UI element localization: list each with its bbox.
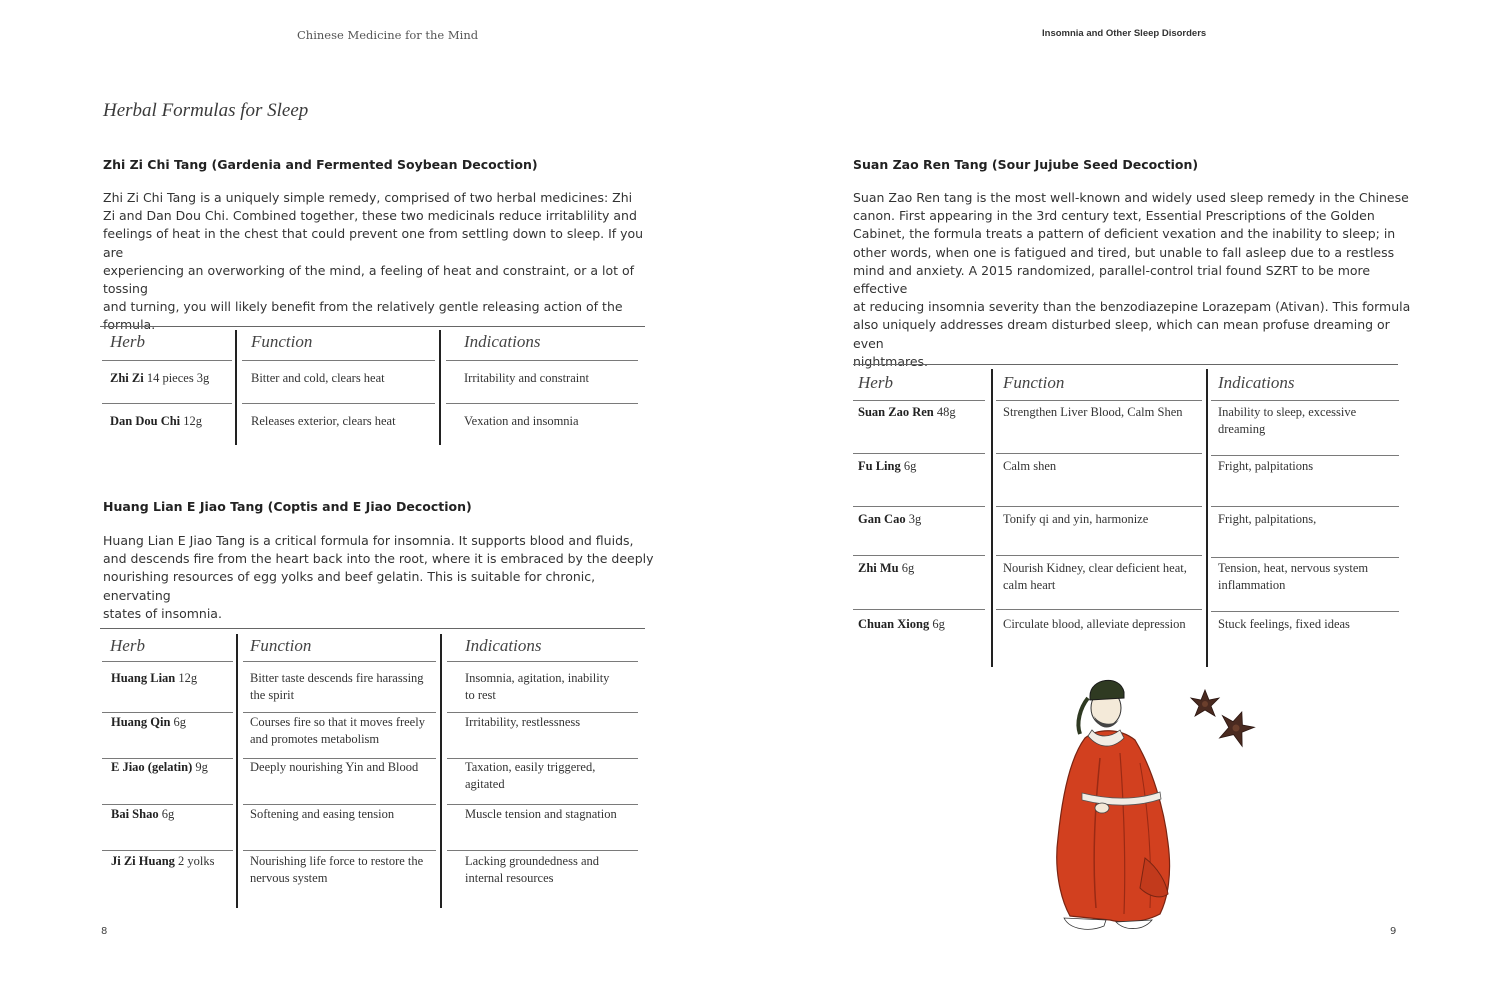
table-cell-herb: Huang Lian 12g (111, 671, 198, 685)
table-cell-indications: Fright, palpitations (1218, 459, 1314, 473)
section-title: Herbal Formulas for Sleep (103, 100, 309, 121)
column-divider (236, 634, 238, 908)
table-cell-indications: Lacking groundedness and internal resources (465, 854, 599, 885)
table-rule (100, 326, 645, 327)
table-cell-indications: Irritability, restlessness (465, 715, 581, 729)
para-line: Huang Lian E Jiao Tang is a critical formula for insomnia. It supports blood and fluids, (103, 533, 634, 548)
row-rule (853, 506, 985, 507)
para-line: Suan Zao Ren tang is the most well-known and widely used sleep remedy in the Chinese (853, 190, 1409, 205)
formula-description-huang-lian-e-jiao-tang (103, 532, 663, 623)
table-cell-herb: Suan Zao Ren 48g (858, 405, 956, 419)
row-rule (996, 400, 1202, 401)
row-rule (996, 453, 1202, 454)
table-cell-function: Nourishing life force to restore the nervous system (250, 854, 424, 885)
table-cell-indications: Muscle tension and stagnation (465, 807, 617, 821)
row-rule (853, 453, 985, 454)
row-rule (996, 555, 1202, 556)
para-line: Zi and Dan Dou Chi. Combined together, these two medicinals reduce irritablility and (103, 208, 637, 224)
table-cell-indications: Tension, heat, nervous system inflammation (1218, 561, 1369, 592)
column-divider (439, 330, 441, 445)
para-line: at reducing insomnia severity than the benzodiazepine Lorazepam (Ativan). This formula (853, 299, 1411, 315)
table-cell-herb: Gan Cao 3g (858, 512, 922, 526)
robed-scholar-illustration (1040, 668, 1290, 948)
column-divider (440, 634, 442, 908)
table-cell-function: Circulate blood, alleviate depression (1003, 617, 1186, 631)
table-cell-herb: Dan Dou Chi 12g (110, 414, 203, 428)
row-rule (447, 850, 638, 851)
row-rule (996, 506, 1202, 507)
table-cell-herb: Ji Zi Huang 2 yolks (111, 854, 215, 868)
running-head-left: Chinese Medicine for the Mind (297, 28, 479, 42)
herb-table-suan-zao-ren-tang (853, 364, 1401, 668)
right-page (750, 0, 1500, 987)
table-cell-herb: Zhi Zi 14 pieces 3g (110, 371, 210, 385)
column-header-function: Function (250, 636, 312, 655)
para-line: Cabinet, the formula treats a pattern of deficient vexation and the inability to sleep; in (853, 226, 1396, 242)
table-cell-function: Nourish Kidney, clear deficient heat, calm heart (1003, 561, 1187, 592)
row-rule (1211, 506, 1399, 507)
table-cell-indications: Vexation and insomnia (464, 414, 579, 428)
table-cell-herb: Bai Shao 6g (111, 807, 175, 821)
row-rule (1211, 400, 1399, 401)
column-header-function: Function (1003, 373, 1065, 392)
row-rule (446, 360, 638, 361)
table-rule (853, 364, 1398, 365)
column-header-indications: Indications (1218, 373, 1295, 392)
formula-description-zhi-zi-chi-tang (103, 189, 663, 335)
table-cell-indications: Inability to sleep, excessive dreaming (1218, 405, 1357, 436)
table-cell-function: Deeply nourishing Yin and Blood (250, 760, 419, 774)
table-rule (100, 628, 645, 629)
column-header-herb: Herb (110, 332, 145, 351)
table-cell-indications: Insomnia, agitation, inability to rest (465, 671, 610, 702)
page-number-left: 8 (101, 926, 108, 937)
star-anise-icon (1215, 706, 1258, 748)
formula-title-huang-lian-e-jiao-tang: Huang Lian E Jiao Tang (Coptis and E Jiao Decoction) (103, 499, 472, 514)
column-header-indications: Indications (465, 636, 542, 655)
column-header-herb: Herb (858, 373, 893, 392)
star-anise-icon (1191, 690, 1219, 716)
herb-table-huang-lian-e-jiao-tang (100, 628, 645, 910)
running-head-right: Insomnia and Other Sleep Disorders (1042, 28, 1207, 39)
hat (1090, 680, 1124, 700)
table-cell-function: Courses fire so that it moves freely and promotes metabolism (250, 715, 425, 746)
table-cell-herb: Zhi Mu 6g (858, 561, 915, 575)
table-cell-indications: Irritability and constraint (464, 371, 589, 385)
formula-title-suan-zao-ren-tang: Suan Zao Ren Tang (Sour Jujube Seed Decoction) (853, 157, 1199, 172)
row-rule (447, 712, 638, 713)
row-rule (1211, 455, 1399, 456)
row-rule (102, 850, 233, 851)
table-cell-herb: Chuan Xiong 6g (858, 617, 945, 631)
row-rule (102, 804, 233, 805)
column-header-function: Function (251, 332, 313, 351)
row-rule (243, 850, 436, 851)
table-cell-function: Tonify qi and yin, harmonize (1003, 512, 1149, 526)
row-rule (853, 555, 985, 556)
para-line: Zhi Zi Chi Tang is a uniquely simple remedy, comprised of two herbal medicines: Zhi (103, 190, 633, 205)
column-divider (991, 369, 993, 667)
para-line: canon. First appearing in the 3rd century text, Essential Prescriptions of the Golden (853, 208, 1375, 224)
para-line: nourishing resources of egg yolks and beef gelatin. This is suitable for chronic, enervating (103, 569, 596, 603)
table-cell-herb: Fu Ling 6g (858, 459, 917, 473)
row-rule (447, 661, 638, 662)
table-cell-herb: E Jiao (gelatin) 9g (111, 760, 208, 774)
page-number-right: 9 (1390, 926, 1397, 937)
row-rule (1211, 611, 1399, 612)
para-line: feelings of heat in the chest that could prevent one from settling down to sleep. If you are (103, 226, 644, 260)
row-rule (242, 403, 435, 404)
para-line: states of insomnia. (103, 605, 222, 621)
row-rule (446, 403, 638, 404)
column-header-herb: Herb (110, 636, 145, 655)
row-rule (102, 403, 232, 404)
column-divider (1206, 369, 1208, 667)
para-line: mind and anxiety. A 2015 randomized, parallel-control trial found SZRT to be more effective (853, 262, 1371, 297)
row-rule (853, 400, 985, 401)
para-line: nightmares. (853, 353, 929, 369)
row-rule (102, 661, 233, 662)
row-rule (447, 804, 638, 805)
table-cell-function: Softening and easing tension (250, 807, 395, 821)
row-rule (1211, 557, 1399, 558)
column-header-indications: Indications (464, 332, 541, 351)
para-line: also uniquely addresses dream disturbed sleep, which can mean profuse dreaming or even (853, 317, 1390, 351)
table-cell-indications: Fright, palpitations, (1218, 512, 1317, 526)
para-line: and turning, you will likely benefit from the relatively gentle releasing action of the formula. (103, 299, 623, 333)
formula-description-suan-zao-ren-tang (853, 189, 1413, 371)
table-cell-function: Strengthen Liver Blood, Calm Shen (1003, 405, 1183, 419)
table-cell-herb: Huang Qin 6g (111, 715, 187, 729)
row-rule (242, 360, 435, 361)
formula-title-zhi-zi-chi-tang: Zhi Zi Chi Tang (Gardenia and Fermented Soybean Decoction) (103, 157, 538, 172)
row-rule (243, 804, 436, 805)
table-cell-function: Releases exterior, clears heat (251, 414, 396, 428)
table-cell-function: Bitter taste descends fire harassing the spirit (250, 671, 424, 702)
table-cell-indications: Taxation, easily triggered, agitated (465, 760, 596, 791)
table-cell-function: Calm shen (1003, 459, 1057, 473)
para-line: and descends fire from the heart back into the root, where it is embraced by the deeply (103, 551, 654, 567)
row-rule (102, 712, 233, 713)
row-rule (102, 360, 232, 361)
row-rule (853, 609, 985, 610)
para-line: other words, when one is fatigued and tired, but unable to fall asleep due to a restless (853, 244, 1395, 260)
row-rule (243, 712, 436, 713)
table-cell-indications: Stuck feelings, fixed ideas (1218, 617, 1350, 631)
row-rule (996, 609, 1202, 610)
table-cell-function: Bitter and cold, clears heat (251, 371, 385, 385)
row-rule (243, 661, 436, 662)
herb-table-zhi-zi-chi-tang (100, 326, 645, 446)
column-divider (235, 330, 237, 445)
para-line: experiencing an overworking of the mind, a feeling of heat and constraint, or a lot of tossing (103, 262, 635, 297)
